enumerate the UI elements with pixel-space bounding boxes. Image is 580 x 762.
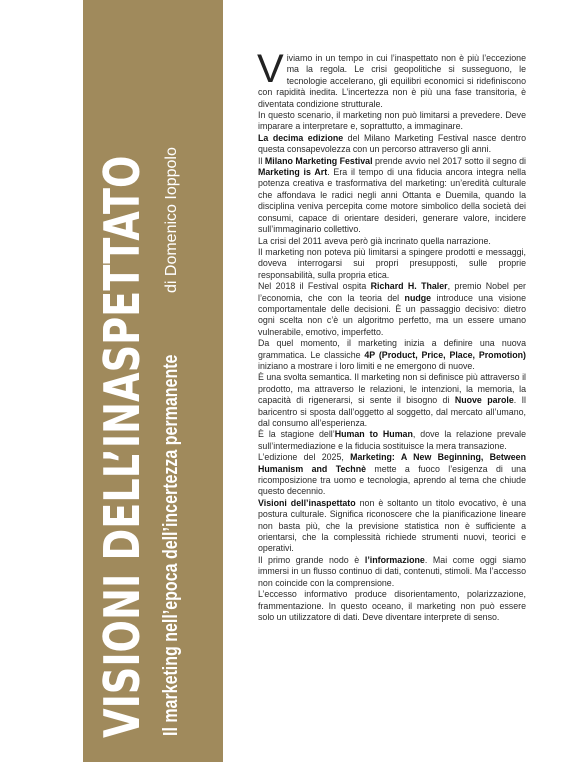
article-paragraph (258, 247, 526, 281)
text-run: L’eccesso informativo produce disorientamento, polarizzazione, frammentazione. In questo oceano, il marketing non può essere solo un utilizzatore di dati. Deve diventare interprete di senso. (258, 589, 526, 622)
article-paragraph (258, 110, 526, 133)
text-run: È la stagione dell’ (258, 429, 335, 440)
text-run: prende avvio nel 2017 sotto il segno di (372, 155, 526, 166)
article-author: di Domenico Ioppolo (163, 147, 180, 293)
bold-run: Human to Human (334, 429, 413, 440)
bold-run: nudge (404, 292, 432, 303)
text-run: mette a fuoco l’esigenza di una ricomposizione tra uomo e tecnologia, aprendo al tema che chiude questo decennio. (258, 463, 527, 497)
text-run: . Era il tempo di una fiducia ancora integra nella potenza creativa e trasformativa del marketing: un’eredità culturale che affondava le radici negli anni Ottanta e Duemila, quando la disciplina veniva percepita come motore simbolico della società dei consumi, capace di orientare desideri, generare valore, incidere sull’immaginario collettivo. (258, 167, 527, 235)
bold-run: Marketing: A New Beginning, Between Humanism and Technè (258, 452, 526, 474)
text-run: La crisi del 2011 aveva però già incrinato quella narrazione. (258, 235, 491, 246)
text-run: In questo scenario, il marketing non può limitarsi a prevedere. Deve imparare a interpretare e, soprattutto, a immaginare. (258, 110, 526, 132)
bold-run: Milano Marketing Festival (264, 155, 373, 166)
bold-run: Visioni dell’inaspettato (258, 497, 356, 508)
text-run: È una svolta semantica. Il marketing non si definisce più attraverso il prodotto, ma attraverso le relazioni, le intenzioni, la memoria, la capacità di rigenerarsi, si sente il bisogno di (258, 372, 526, 406)
article-paragraph (257, 47, 526, 110)
text-run: non è soltanto un titolo evocativo, è una postura culturale. Significa riconoscere che la pianificazione lineare non basta più, che la previsione statistica non è sufficiente a orientarsi, che la complessità richiede strumenti nuovi, teorici e operativi. (258, 497, 526, 554)
bold-run: Nuove parole (454, 395, 514, 406)
article-paragraph (258, 498, 526, 555)
text-run: Il marketing non poteva più limitarsi a spingere prodotti e messaggi, doveva interrogarsi sui propri presupposti, sulle proprie responsabilità, sulla propria etica. (258, 246, 526, 280)
bold-run: 4P (Product, Price, Place, Promotion) (364, 349, 527, 360)
text-run: Il (258, 155, 265, 166)
text-run: iviamo in un tempo in cui l’inaspettato non è più l’eccezione ma la regola. Le crisi geopolitiche si susseguono, le tecnologie accelerano, gli equilibri economici si ridefiniscono con rapidità inedita. L’incertezza non è più una fase transitoria, è diventata condizione strutturale. (258, 53, 526, 109)
text-run: Il primo grande nodo è (258, 554, 365, 565)
article-subtitle: Il marketing nell’epoca dell’incertezza permanente (160, 354, 182, 736)
drop-cap: V (257, 47, 284, 91)
text-run: Da quel momento, il marketing inizia a definire una nuova grammatica. Le classiche (258, 338, 526, 360)
article-paragraph (258, 452, 526, 498)
bold-run: Richard H. Thaler (370, 281, 448, 292)
text-run: , premio Nobel per l’economia, che con la teoria del (258, 281, 526, 303)
text-run: introduce una visione comportamentale delle decisioni. È un passaggio decisivo: dietro ogni scelta non c’è un algoritmo perfetto, ma un essere umano vulnerabile, emotivo, imperfetto. (258, 292, 526, 337)
article-title: VISIONI DELL’INASPETTATO (94, 155, 151, 738)
vertical-title-block (83, 33, 223, 738)
article-paragraph (258, 156, 526, 236)
text-run: , dove la relazione prevale sull’intermediazione e la fiducia sostituisce la mera transazione. (258, 429, 526, 451)
text-run: . Il baricentro si sposta dall’oggetto al soggetto, dal mercato all’umano, dal consumo all’esperienza. (258, 395, 526, 428)
bold-run: Marketing is Art (258, 167, 328, 178)
text-run: iniziano a mostrare i loro limiti e ne emergono di nuove. (258, 360, 475, 371)
text-run: del Milano Marketing Festival nasce dentro questa consapevolezza con un percorso attraverso gli anni. (258, 132, 527, 155)
article-paragraph (258, 281, 526, 338)
bold-run: La decima edizione (258, 132, 344, 143)
text-run: L’edizione del 2025, (258, 452, 351, 463)
article-paragraph (258, 338, 526, 372)
text-run: Nel 2018 il Festival ospita (258, 281, 371, 292)
article-paragraph (258, 236, 526, 247)
text-run: . Mai come oggi siamo immersi in un flusso continuo di dati, contenuti, stimoli. Ma l’accesso non coincide con la comprensione. (258, 554, 526, 588)
title-sidebar (83, 0, 223, 762)
article-body (257, 47, 527, 623)
bold-run: l’informazione (364, 554, 425, 565)
article-paragraph (258, 429, 526, 452)
article-paragraph (258, 589, 526, 623)
article-paragraph (258, 133, 526, 156)
article-paragraph (258, 555, 526, 589)
article-paragraph (258, 372, 526, 429)
